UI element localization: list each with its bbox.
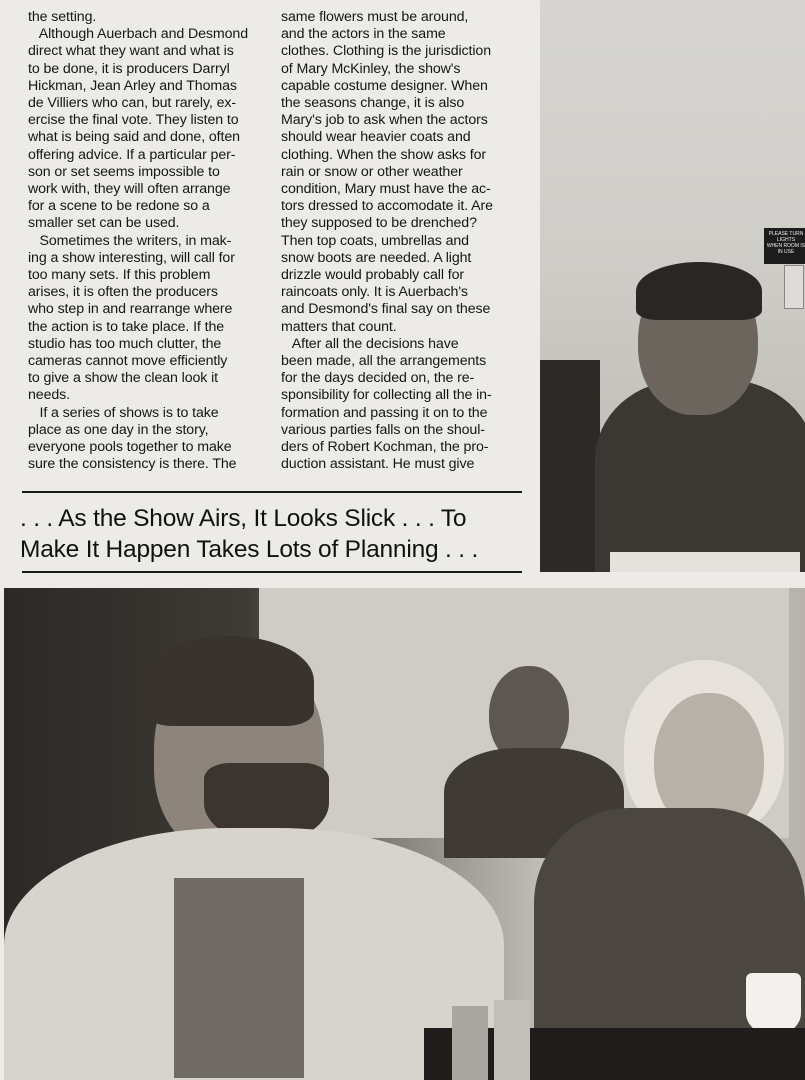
article-column-left: the setting. Although Auerbach and Desmond direct what they want and what is to be done, it is producers Darryl Hickman, Jean Arley and Thomas de Villiers who can, but rarely, ex- ercise the final vote. They listen to what is being said and done, often offering advice. If a particular per- son or set seems impossible to work with, they will often arrange for a scene to be redone so a smaller set can be used. Sometimes the writers, in mak- ing a show interesting, will call for too many sets. If this problem arises, it is often the producers who step in and rearrange where the action is to take place. If the studio has too much clutter, the cameras cannot move efficiently to give a show the clean look it needs. If a series of shows is to take place as one day in the story, everyone pools together to make sure the consistency is there. The <box>28 9 249 473</box>
notepad <box>610 552 800 572</box>
coffee-cup <box>746 973 801 1033</box>
headline-rule-bottom <box>22 571 522 573</box>
article-column-right: same flowers must be around, and the actors in the same clothes. Clothing is the jurisdiction of Mary McKinley, the show's capable costume designer. When the seasons change, it is also Mary's job to ask when the actors should wear heavier coats and clothing. When the show asks for rain or snow or other weather condition, Mary must have the ac- tors dressed to accomodate it. Are they supposed to be drenched? Then top coats, umbrellas and snow boots are needed. A light drizzle would probably call for raincoats only. It is Auerbach's and Desmond's final say on these matters that count. After all the decisions have been made, all the arrangements for the days decided on, the re- sponsibility for collecting all the in- formation and passing it on to the various parties falls on the shoul- ders of Robert Kochman, the pro- duction assistant. He must give <box>281 9 493 473</box>
photo-meeting <box>4 588 805 1080</box>
headline-rule-top <box>22 491 522 493</box>
light-switch <box>784 265 804 309</box>
pepper-shaker <box>494 1000 530 1080</box>
headline: . . . As the Show Airs, It Looks Slick . . . To Make It Happen Takes Lots of Planning . . . <box>20 505 479 563</box>
photo-man-writing <box>540 0 805 572</box>
man-hair <box>636 262 762 320</box>
bearded-man-sweater <box>174 878 304 1078</box>
photo-shadow <box>540 360 600 572</box>
light-switch-sign: PLEASE TURN LIGHTS WHEN ROOM IS IN USE <box>764 228 805 264</box>
salt-shaker <box>452 1006 488 1080</box>
bearded-man-hair <box>144 636 314 726</box>
